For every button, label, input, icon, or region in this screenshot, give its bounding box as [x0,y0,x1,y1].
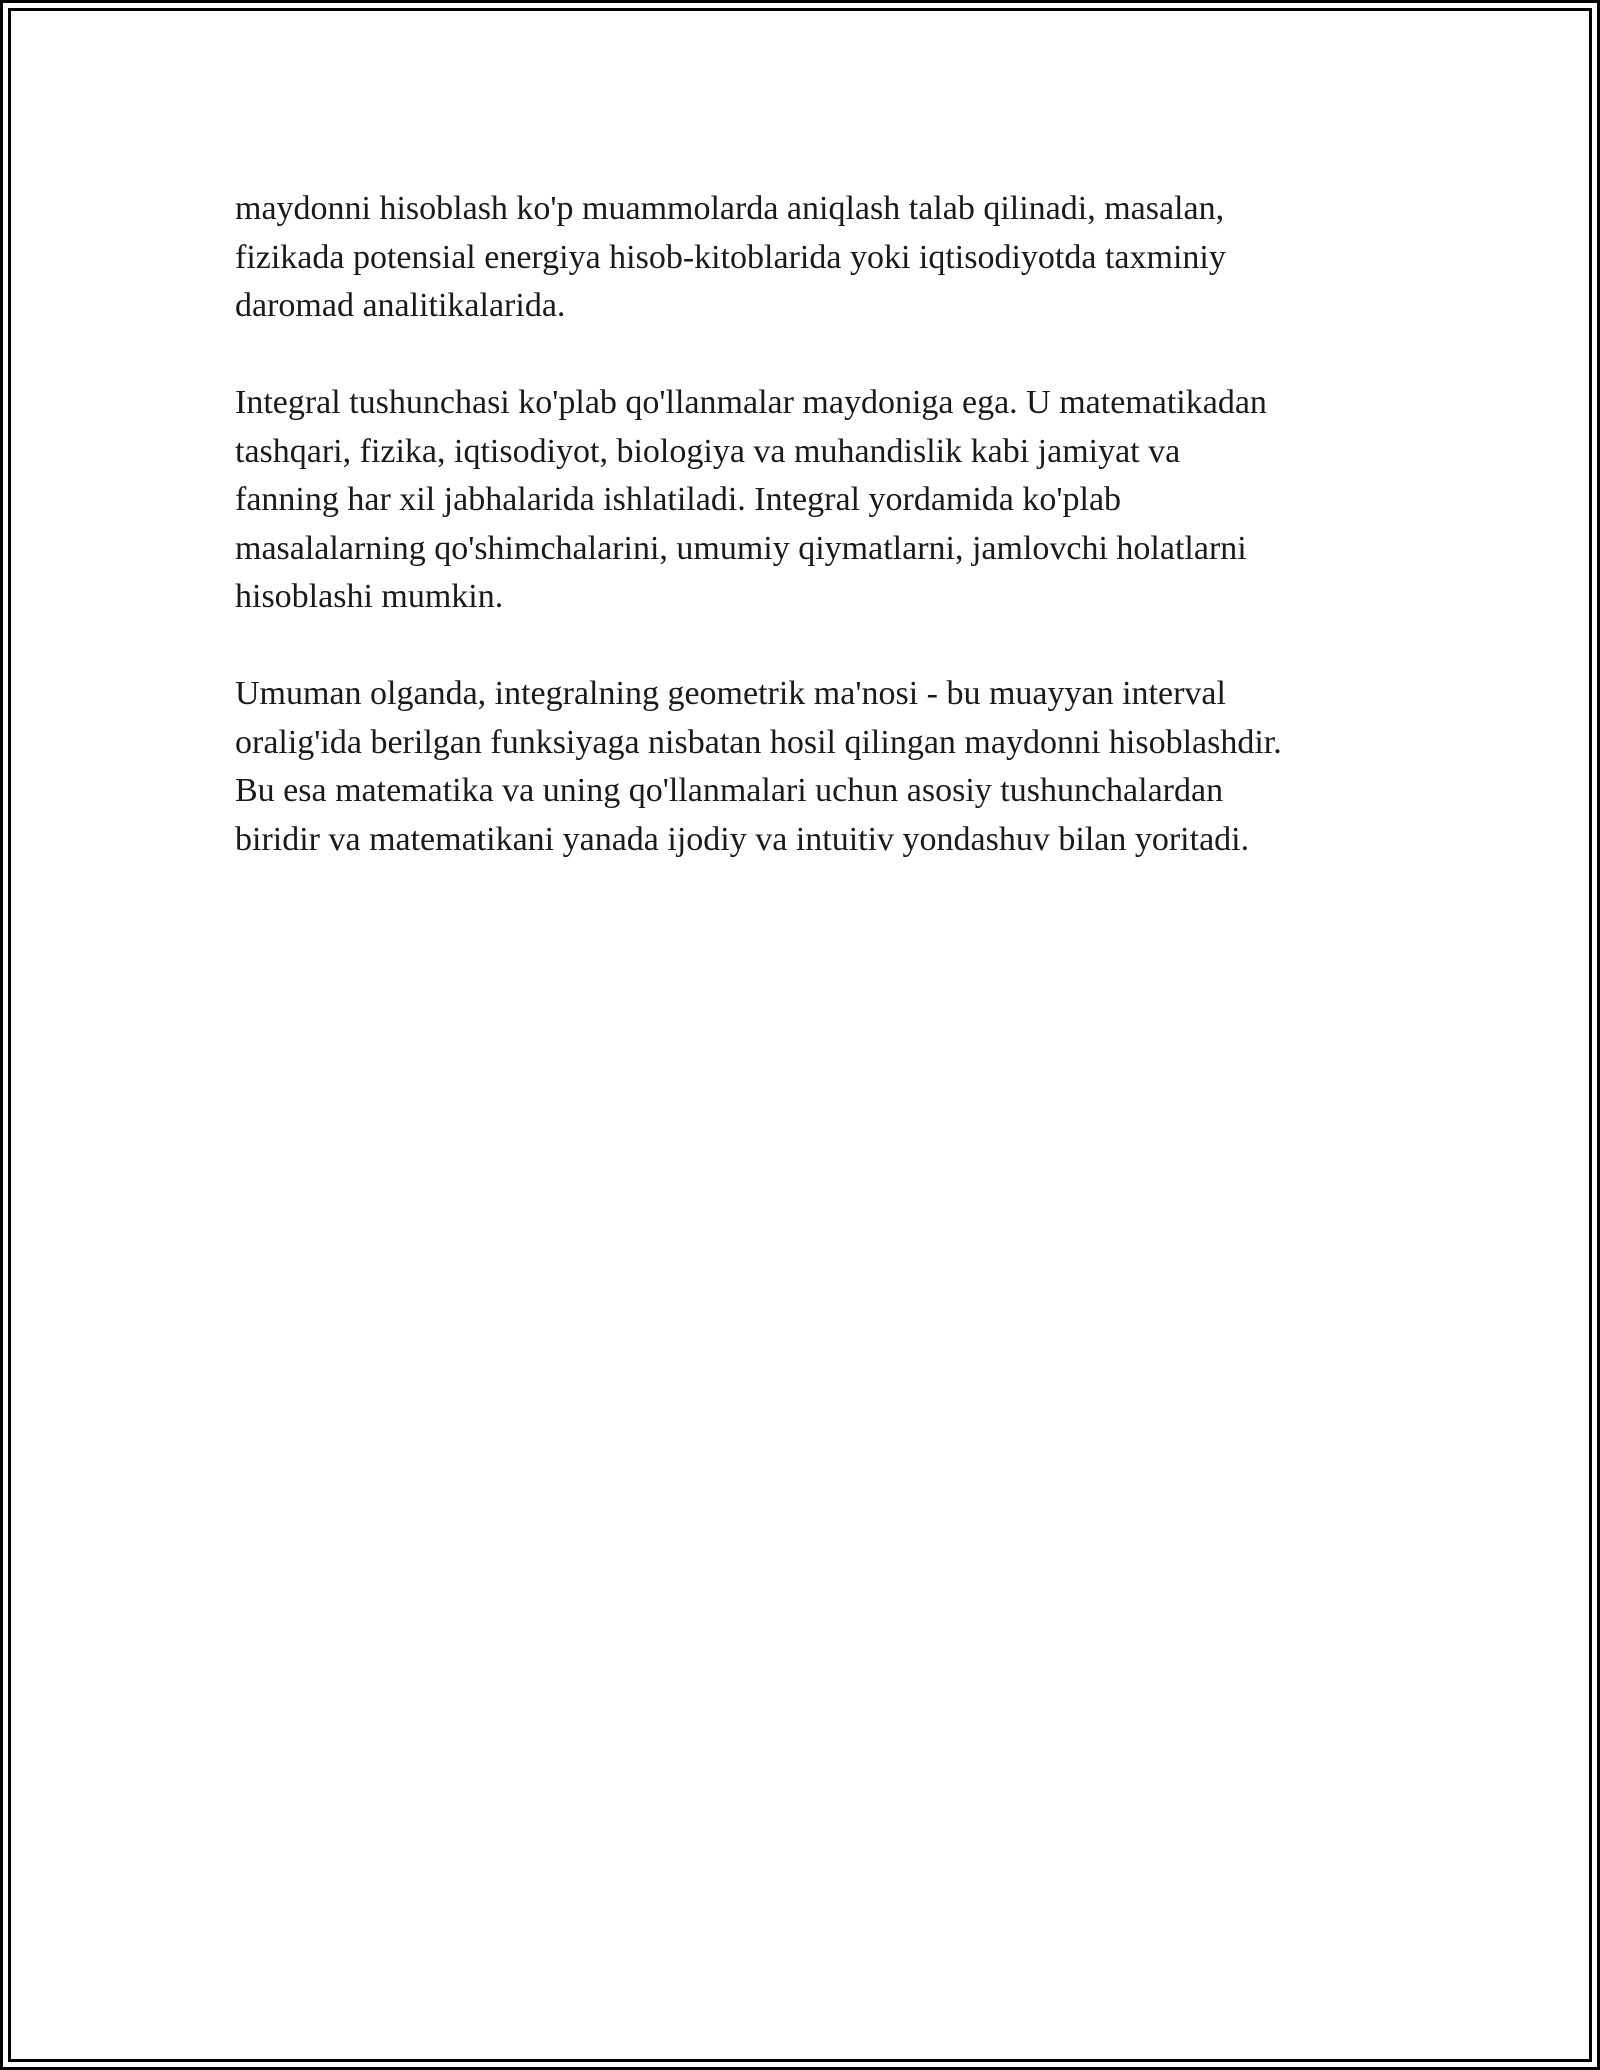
document-body [235,185,1405,913]
text-line: maydonni hisoblash ko'p muammolarda aniqlash talab qilinadi, masalan, [235,190,1225,227]
text-line: daromad analitikalarida. [235,287,566,324]
text-line: Integral tushunchasi ko'plab qo'llanmalar maydoniga ega. U matematikadan [235,384,1267,421]
text-line: masalalarning qo'shimchalarini, umumiy qiymatlarni, jamlovchi holatlarni [235,529,1247,567]
paragraph-3 [235,670,1405,864]
text-line: fizikada potensial energiya hisob-kitoblarida yoki iqtisodiyotda taxminiy [235,238,1226,276]
text-line: tashqari, fizika, iqtisodiyot, biologiya va muhandislik kabi jamiyat va [235,432,1181,470]
paragraph-1 [235,185,1405,331]
text-line: Umuman olganda, integralning geometrik ma'nosi - bu muayyan interval [235,675,1226,712]
text-line: Bu esa matematika va uning qo'llanmalari uchun asosiy tushunchalardan [235,772,1224,809]
text-line: hisoblashi mumkin. [235,578,504,615]
text-line: fanning har xil jabhalarida ishlatiladi. Integral yordamida ko'plab [235,481,1122,518]
text-line: oralig'ida berilgan funksiyaga nisbatan hosil qilingan maydonni hisoblashdir. [235,723,1282,761]
text-line: biridir va matematikani yanada ijodiy va intuitiv yondashuv bilan yoritadi. [235,820,1250,858]
paragraph-2 [235,379,1405,622]
